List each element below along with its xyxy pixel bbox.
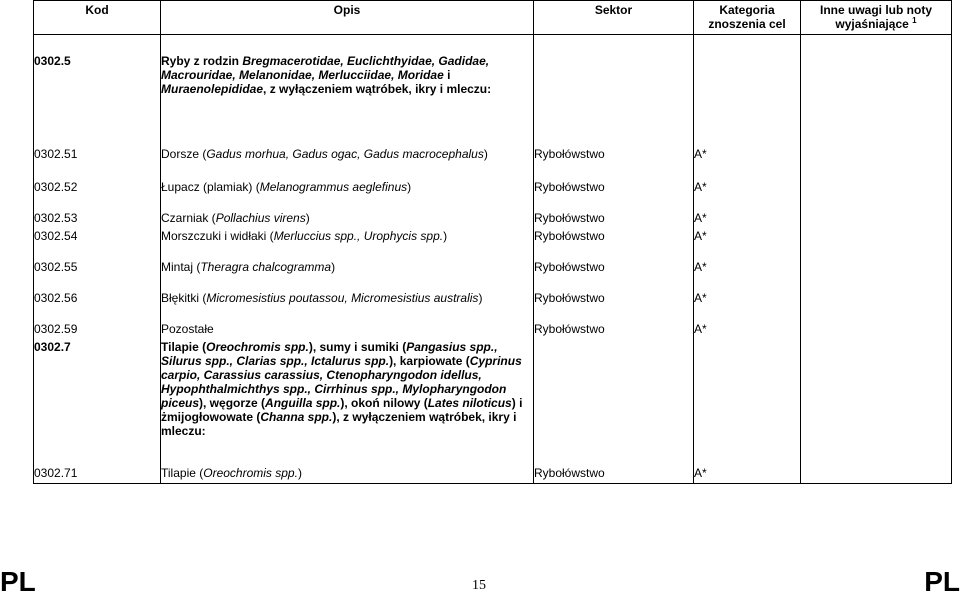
footnote-marker: 1 xyxy=(912,16,917,25)
row-code: 0302.5 xyxy=(34,35,161,147)
row-notes xyxy=(801,322,952,340)
row-sector: Rybołówstwo xyxy=(534,229,694,260)
row-description: Tilapie (Oreochromis spp.), sumy i sumiki (Pangasius spp., Silurus spp., Clarias spp., Ictalurus spp.), karpiowate (Cyprinus carpio, Carassius carassius, Ctenopharyngodon idellus, Hypophthalmichthys spp., Cirrhinus spp., Mylopharyngodon piceus), węgorze (Anguilla spp.), okoń nilowy (Lates niloticus) i żmijogłowowate (Channa spp.), z wyłączeniem wątróbek, ikry i mleczu: xyxy=(161,340,534,466)
header-uwagi xyxy=(801,1,952,35)
row-notes xyxy=(801,35,952,147)
row-sector xyxy=(534,340,694,466)
table-row xyxy=(34,322,952,340)
row-category: A* xyxy=(694,260,801,291)
table-row xyxy=(34,229,952,260)
row-code: 0302.55 xyxy=(34,260,161,291)
table-row xyxy=(34,466,952,484)
row-code: 0302.56 xyxy=(34,291,161,322)
row-code: 0302.52 xyxy=(34,180,161,211)
row-sector: Rybołówstwo xyxy=(534,260,694,291)
table-row xyxy=(34,180,952,211)
row-category: A* xyxy=(694,229,801,260)
row-category xyxy=(694,35,801,147)
row-sector: Rybołówstwo xyxy=(534,147,694,180)
row-description: Mintaj (Theragra chalcogramma) xyxy=(161,260,534,291)
header-opis: Opis xyxy=(161,1,534,35)
row-description: Błękitki (Micromesistius poutassou, Micromesistius australis) xyxy=(161,291,534,322)
table-row xyxy=(34,147,952,180)
row-description: Pozostałe xyxy=(161,322,534,340)
footer-language-right: PL xyxy=(924,566,960,597)
row-sector: Rybołówstwo xyxy=(534,180,694,211)
page-number: 15 xyxy=(472,578,486,593)
header-uwagi-line1: Inne uwagi lub noty xyxy=(820,3,932,17)
row-description: Tilapie (Oreochromis spp.) xyxy=(161,466,534,484)
header-kategoria-line2: znoszenia cel xyxy=(708,17,786,31)
table-row xyxy=(34,211,952,229)
row-description: Ryby z rodzin Bregmacerotidae, Euclichthyidae, Gadidae, Macrouridae, Melanonidae, Merlucciidae, Moridae i Muraenolepididae, z wyłączeniem wątróbek, ikry i mleczu: xyxy=(161,35,534,147)
row-description: Czarniak (Pollachius virens) xyxy=(161,211,534,229)
row-code: 0302.71 xyxy=(34,466,161,484)
row-category xyxy=(694,340,801,466)
row-category: A* xyxy=(694,322,801,340)
row-category: A* xyxy=(694,291,801,322)
row-notes xyxy=(801,211,952,229)
row-notes xyxy=(801,180,952,211)
row-notes xyxy=(801,466,952,484)
row-code: 0302.53 xyxy=(34,211,161,229)
header-sektor: Sektor xyxy=(534,1,694,35)
header-kategoria-line1: Kategoria xyxy=(719,3,775,17)
row-description: Łupacz (plamiak) (Melanogrammus aeglefinus) xyxy=(161,180,534,211)
row-category: A* xyxy=(694,180,801,211)
table-row xyxy=(34,291,952,322)
row-category: A* xyxy=(694,211,801,229)
table-row xyxy=(34,340,952,466)
row-notes xyxy=(801,291,952,322)
row-notes xyxy=(801,340,952,466)
row-code: 0302.51 xyxy=(34,147,161,180)
row-sector xyxy=(534,35,694,147)
table-header-row xyxy=(34,1,952,35)
row-description: Morszczuki i widłaki (Merluccius spp., Urophycis spp.) xyxy=(161,229,534,260)
row-sector: Rybołówstwo xyxy=(534,466,694,484)
row-code: 0302.59 xyxy=(34,322,161,340)
header-uwagi-line2: wyjaśniające xyxy=(835,17,909,31)
row-code: 0302.54 xyxy=(34,229,161,260)
row-sector: Rybołówstwo xyxy=(534,322,694,340)
row-description: Dorsze (Gadus morhua, Gadus ogac, Gadus macrocephalus) xyxy=(161,147,534,180)
row-category: A* xyxy=(694,466,801,484)
row-sector: Rybołówstwo xyxy=(534,211,694,229)
footer-language-left: PL xyxy=(0,566,36,597)
header-kod: Kod xyxy=(34,1,161,35)
table-row xyxy=(34,260,952,291)
table-row xyxy=(34,35,952,147)
row-notes xyxy=(801,147,952,180)
row-category: A* xyxy=(694,147,801,180)
row-notes xyxy=(801,260,952,291)
row-code: 0302.7 xyxy=(34,340,161,466)
header-kategoria xyxy=(694,1,801,35)
customs-code-table xyxy=(33,0,952,484)
row-notes xyxy=(801,229,952,260)
row-sector: Rybołówstwo xyxy=(534,291,694,322)
